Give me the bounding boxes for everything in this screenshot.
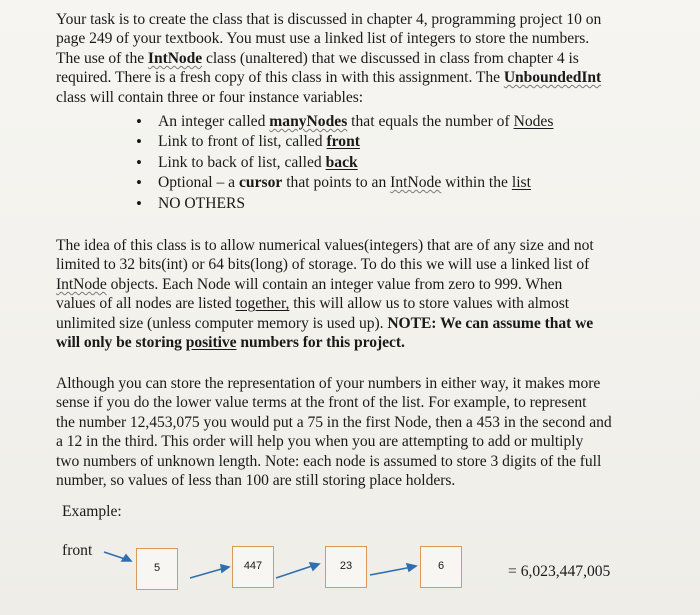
intro-line: class will contain three or four instance variables: [56,88,363,106]
list-item: • Optional – a cursor that points to an IntNode within the list [136,173,553,193]
order-paragraph: Although you can store the representation of your numbers in either way, it makes more sense if you do the lower value terms at the front of the list. For example, to represent the number 12,453,075 you would put a 75 in the first Node, then a 453 in the second and a 12 in the third. This order will help you when you are attempting to add or multiply two numbers of unknown length. Note: each node is assumed to store 3 digits of the full number, so values of less than 100 are still storing place holders. [56,375,612,490]
front-term: front [326,133,360,151]
list-node-2 [232,546,274,588]
node-link-arrowhead [407,564,416,571]
node-value: 23 [339,560,353,572]
node-value: 6 [437,560,445,572]
list-item: • Link to front of list, called front [136,132,553,152]
intro-line: required. There is a fresh copy of this class in with this assignment. The [56,69,504,87]
list-item: • NO OTHERS [136,194,553,214]
cursor-term: cursor [238,174,283,192]
node-link-arrow [190,568,225,578]
intro-line: page 249 of your textbook. You must use a linked list of integers to store the numbers. [56,30,590,48]
front-label: front [62,542,93,559]
list-node-3 [325,546,367,588]
result-value: = 6,023,447,005 [508,563,611,580]
node-link-arrowhead [310,563,319,570]
back-term: back [325,153,358,171]
list-node-1 [136,548,178,590]
list-item: • An integer called manyNodes that equals the number of Nodes [136,112,553,132]
intnode-term: IntNode [390,174,442,192]
together-term: together, [235,295,290,313]
idea-paragraph: The idea of this class is to allow numerical values(integers) that are of any size and not limited to 32 bits(int) or 64 bits(long) of storage. To do this we will use a linked list of IntNode objects. Each Node will contain an integer value from zero to 999. When values of all nodes are listed together, this will allow us to store values with almost unlimited size (unless computer memory is used up). NOTE: We can assume that we will only be storing positive numbers for this project. [56,237,594,352]
intro-line: The use of the [56,49,148,67]
note-text: NOTE: We can assume that we [387,314,594,332]
node-link-arrow [370,567,412,575]
node-link-arrow [276,565,315,578]
intnode-term: IntNode [56,275,107,293]
nodes-term: Nodes [513,113,554,130]
front-arrowhead [122,555,131,561]
list-term: list [511,174,531,192]
list-item: • Link to back of list, called back [136,153,553,173]
unboundedint-term: UnboundedInt [503,69,602,87]
list-node-4 [420,546,462,588]
intro-line: class (unaltered) that we discussed in class from chapter 4 is [202,49,579,67]
example-label: Example: [62,503,122,520]
node-link-arrowhead [221,565,229,572]
intro-line: Your task is to create the class that is discussed in chapter 4, programming project 10 on [56,11,602,28]
intnode-term: IntNode [147,49,203,67]
node-value: 447 [243,560,263,572]
manynodes-term: manyNodes [269,113,348,130]
positive-term: positive [185,334,237,352]
node-value: 5 [153,562,161,574]
